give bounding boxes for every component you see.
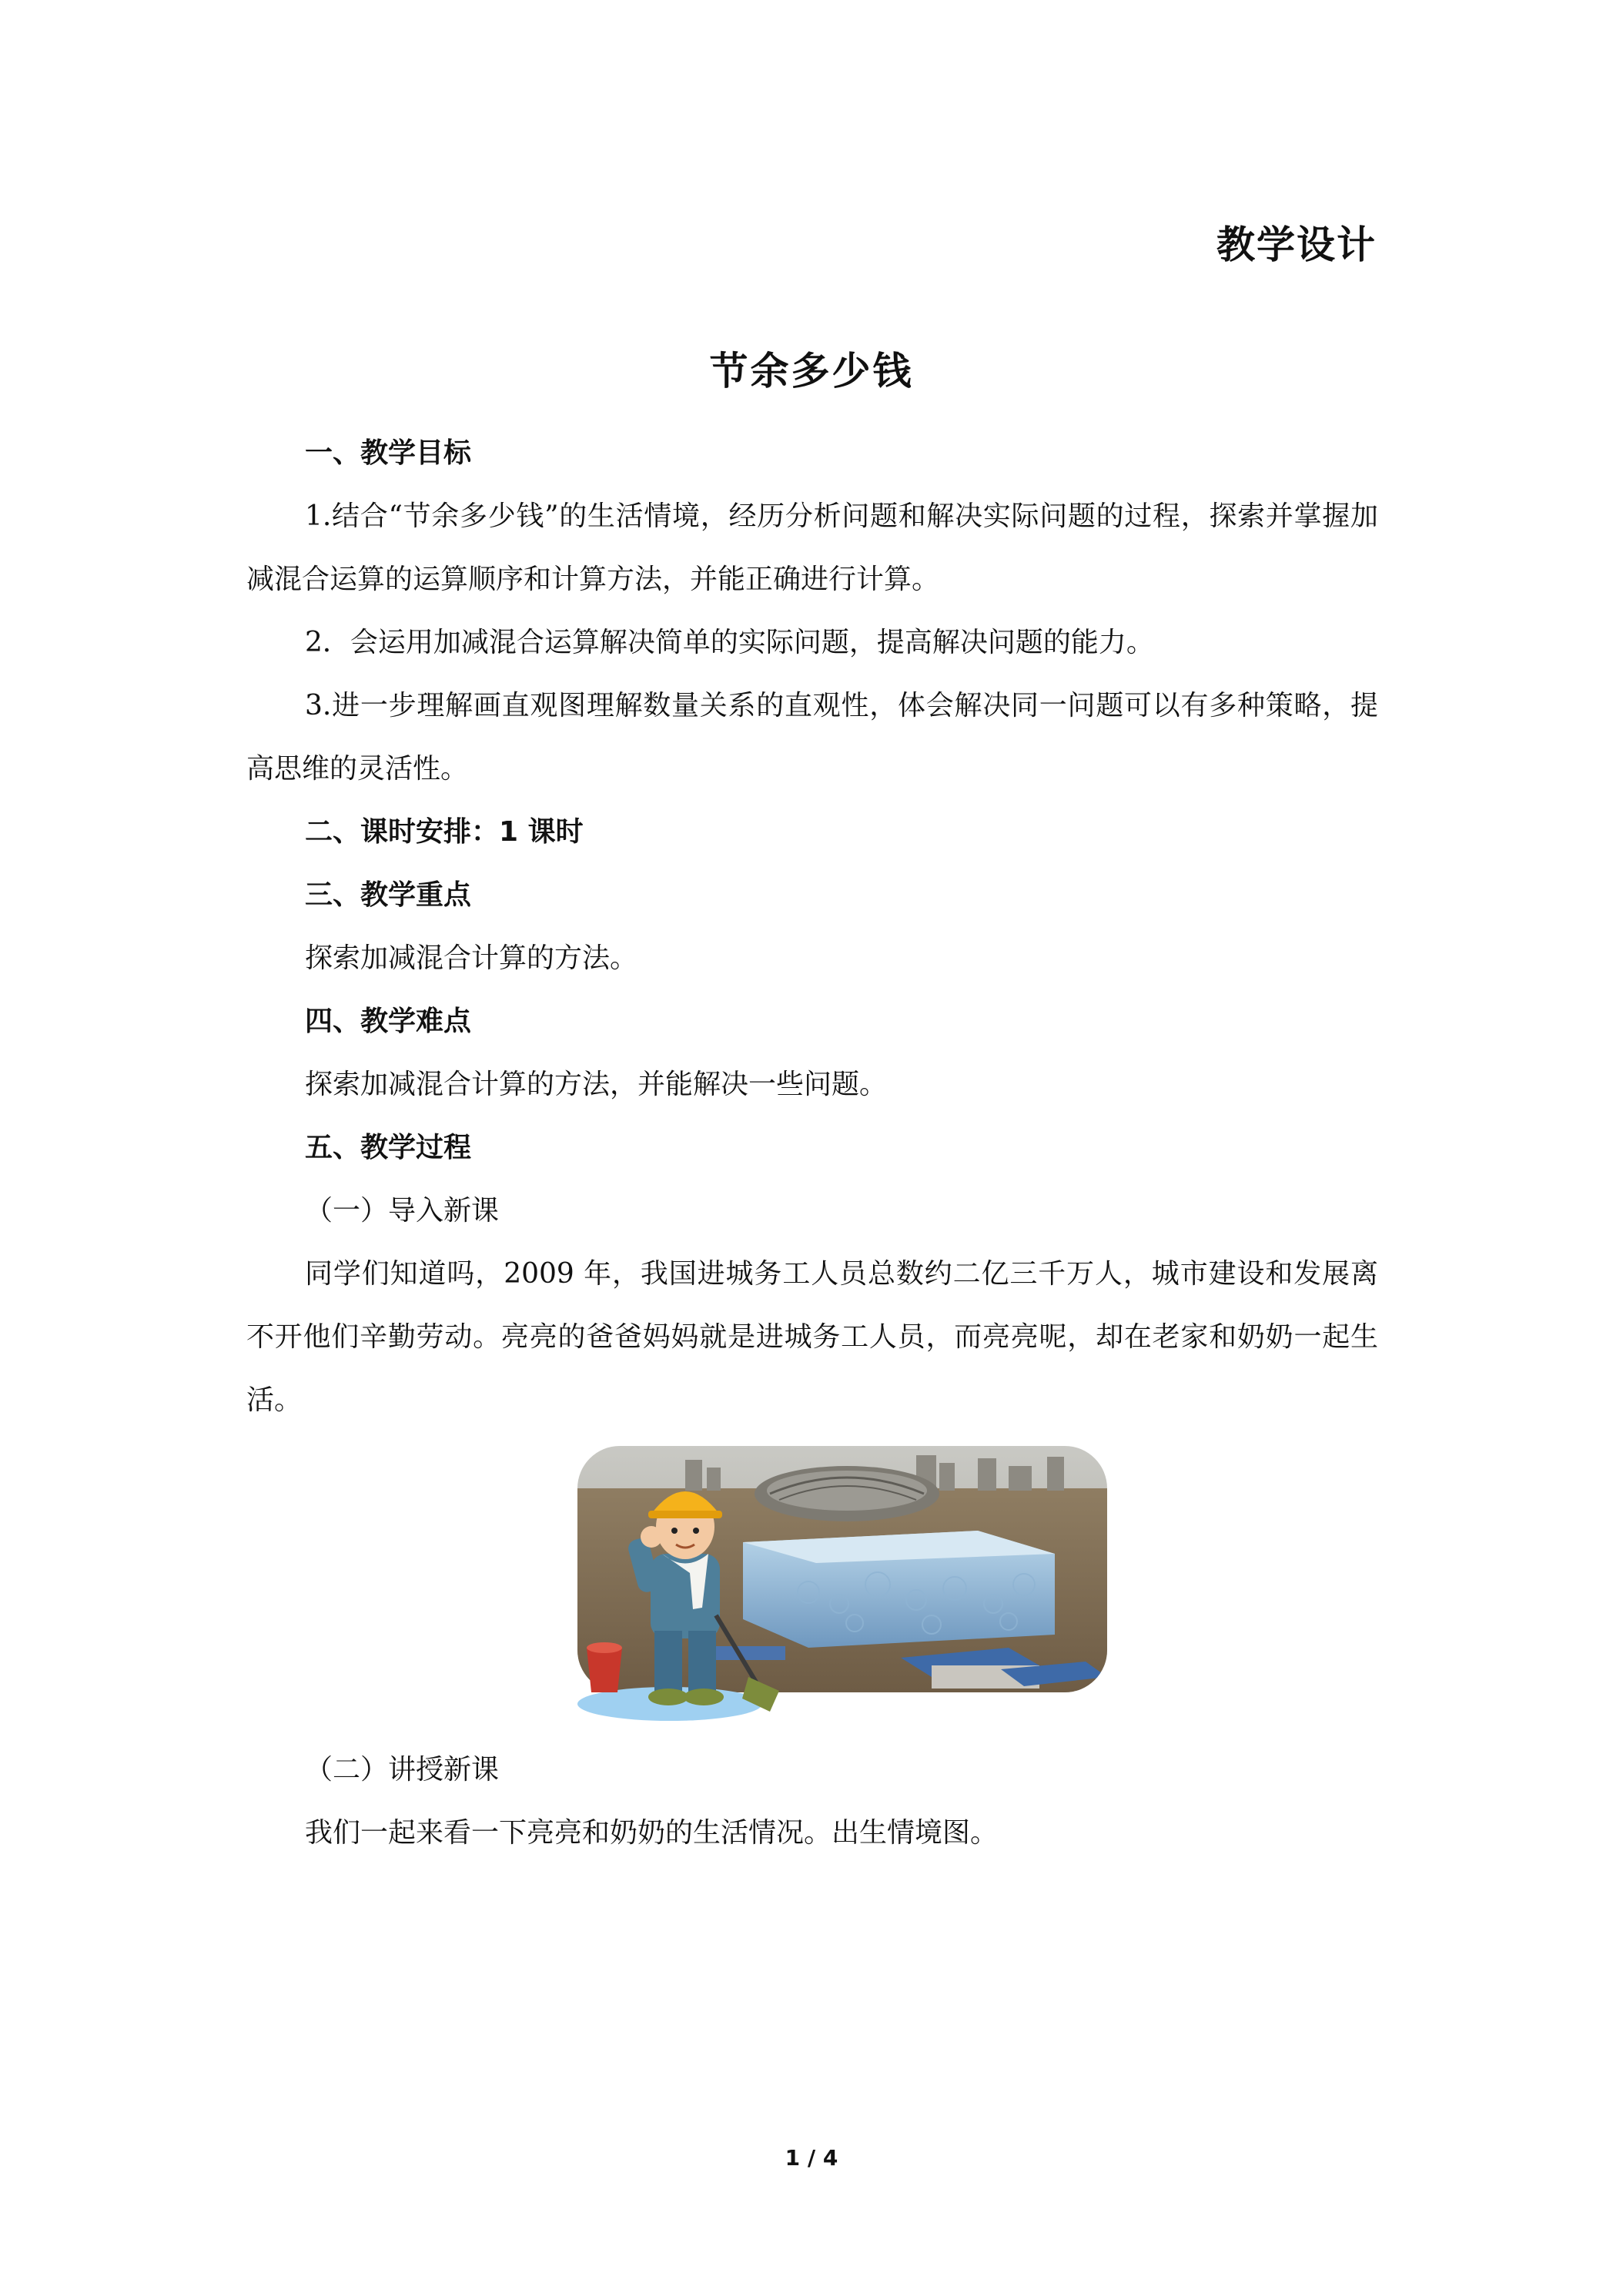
- intro-text: 同学们知道吗，2009 年，我国进城务工人员总数约二亿三千万人，城市建设和发展离不开他们辛勤劳动。亮亮的爸爸妈妈就是进城务工人员，而亮亮呢，却在老家和奶奶一起生活。: [246, 1258, 1378, 1416]
- page-number: 1 / 4: [785, 2145, 838, 2170]
- doc-type-label: 教学设计: [1216, 223, 1377, 267]
- key-heading: 三、教学重点: [305, 879, 472, 911]
- goals-heading: 一、教学目标: [305, 437, 472, 469]
- difficulty-heading: 四、教学难点: [305, 1006, 472, 1037]
- new-lesson-text: 我们一起来看一下亮亮和奶奶的生活情况。出生情境图。: [305, 1817, 999, 1849]
- difficulty-text: 探索加减混合计算的方法，并能解决一些问题。: [305, 1069, 888, 1100]
- intro-heading: （一）导入新课: [305, 1195, 500, 1227]
- document-body: [246, 422, 1378, 1432]
- goal-3-text: 3.进一步理解画直观图理解数量关系的直观性，体会解决同一问题可以有多种策略，提高思维的灵活性。: [246, 690, 1378, 785]
- key-text: 探索加减混合计算的方法。: [305, 942, 638, 974]
- construction-worker-stadium-illustration: [577, 1446, 1107, 1725]
- schedule-heading: 二、课时安排：1 课时: [305, 816, 584, 848]
- page-title: 节余多少钱: [709, 349, 914, 393]
- new-lesson-heading: （二）讲授新课: [305, 1754, 500, 1786]
- process-heading: 五、教学过程: [305, 1132, 472, 1163]
- goal-2-text: 2．会运用加减混合运算解决简单的实际问题，提高解决问题的能力。: [305, 627, 1154, 658]
- goal-1-text: 1.结合“节余多少钱”的生活情境，经历分析问题和解决实际问题的过程，探索并掌握加减混合运算的运算顺序和计算方法，并能正确进行计算。: [246, 500, 1378, 595]
- new-lesson-block: [246, 1739, 1378, 1865]
